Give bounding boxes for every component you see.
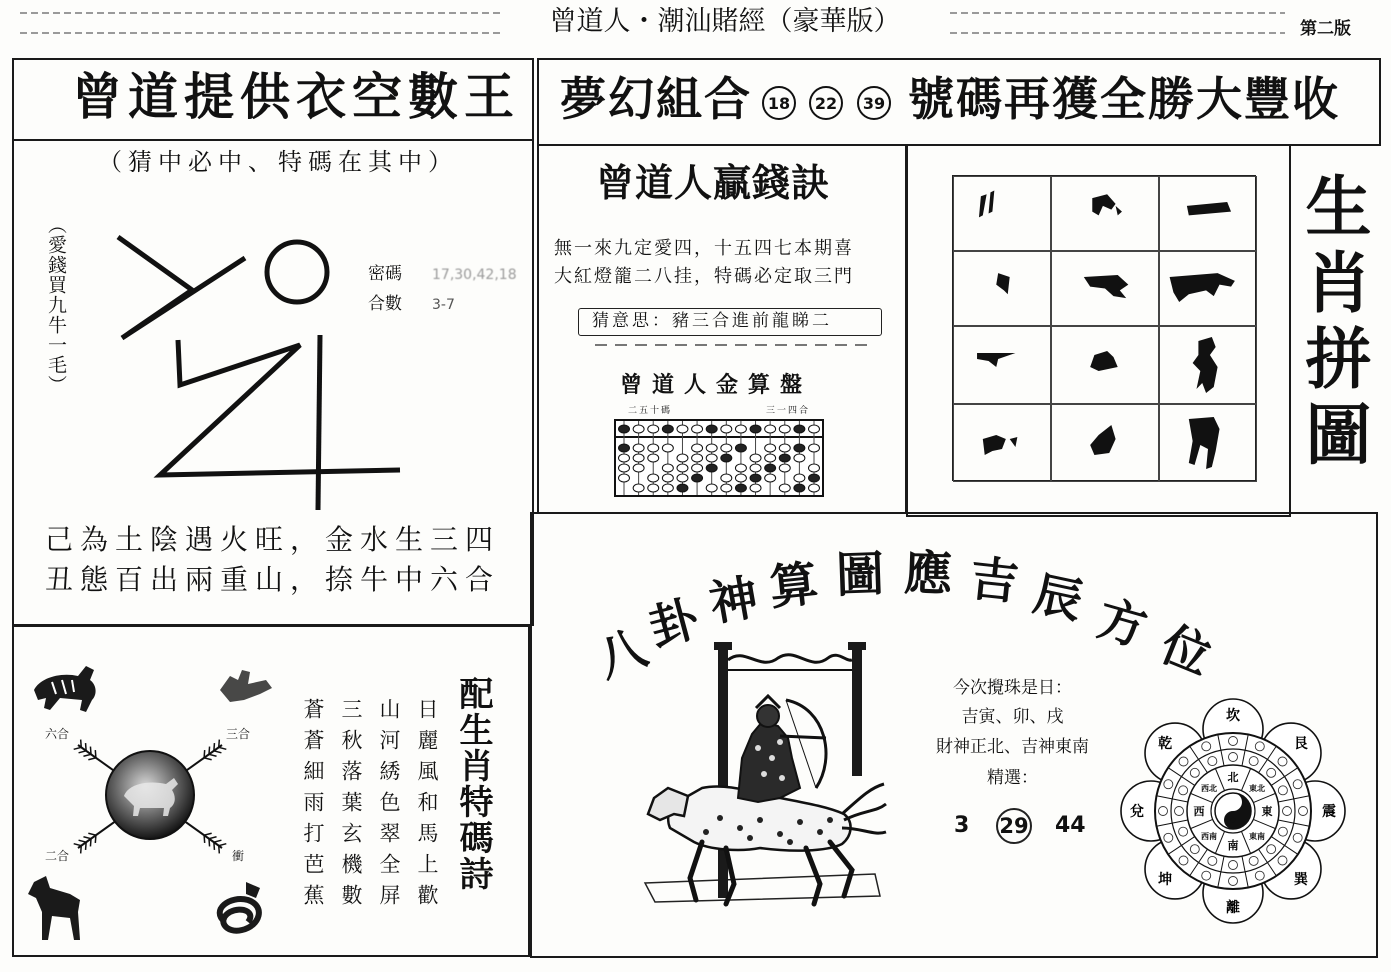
zodiac-silhouette-icon <box>1090 425 1115 455</box>
abacus-bead <box>779 444 790 452</box>
cipher-figure <box>100 225 410 525</box>
trigram-label: 坎 <box>1226 708 1240 724</box>
zodiac-tile <box>1159 326 1257 404</box>
zodiac-silhouette-icon <box>1090 351 1118 371</box>
abacus-bead <box>794 444 805 452</box>
abacus-bead <box>633 484 644 492</box>
trigram-label: 乾 <box>1158 736 1173 753</box>
abacus-bead <box>794 484 805 492</box>
zodiac-tile <box>1159 404 1257 482</box>
abacus-bead <box>750 454 761 462</box>
trigram-label: 艮 <box>1293 736 1308 753</box>
abacus-bead <box>735 474 746 482</box>
arrow-fletching <box>74 740 82 750</box>
direction-label: 西 <box>1193 805 1205 818</box>
rabbit-icon <box>220 670 272 702</box>
abacus-bead <box>619 425 630 433</box>
figure-vertical-stroke <box>318 335 320 510</box>
zodiac-poem-column: 三秋落葉玄機數 <box>339 698 363 915</box>
direction-label: 東北 <box>1249 783 1266 793</box>
bagua-title-char: 神 <box>705 569 763 633</box>
abacus-bead <box>765 425 776 433</box>
abacus-bead <box>648 454 659 462</box>
rider-head <box>757 705 779 727</box>
zodiac-tile <box>1051 176 1159 251</box>
zodiac-tile <box>1159 176 1257 251</box>
wealth-gods-direction: 財神正北、吉神東南 <box>936 737 1089 757</box>
picks-label: 精選： <box>987 768 1038 788</box>
abacus-bead <box>721 425 732 433</box>
figure-circle <box>267 242 327 302</box>
trigram-label: 兌 <box>1130 804 1144 820</box>
pick-number-highlight: 29 <box>996 808 1032 844</box>
right-post <box>852 646 862 776</box>
banner-suffix: 號碼再獲全勝大豐收 <box>908 72 1340 126</box>
label-two-harmony: 二合 <box>45 849 70 863</box>
side-note: （愛錢買九牛一毛） <box>45 215 67 395</box>
zodiac-silhouette-icon <box>1189 417 1220 469</box>
code-value: 17,30,42,18 <box>432 267 517 283</box>
label-three-harmony: 三合 <box>226 727 251 741</box>
figure-zigzag-upper <box>118 237 245 338</box>
zodiac-silhouette-icon <box>1170 273 1235 302</box>
abacus-bead <box>809 425 820 433</box>
bagua-title-char: 吉 <box>967 550 1021 612</box>
trigram-label: 巽 <box>1293 871 1308 888</box>
abacus-bead <box>633 444 644 452</box>
abacus-bead <box>677 425 688 433</box>
zodiac-silhouette-icon <box>1092 194 1122 215</box>
arrow-fletching <box>219 844 227 854</box>
zodiac-silhouette-icon <box>983 435 1018 455</box>
hint-underline <box>595 344 875 346</box>
abacus-bead <box>750 464 761 472</box>
hint-text: 猜意思：豬三合進前龍睇二 <box>592 311 832 331</box>
zodiac-poem-column: 蒼蒼細雨打芭蕉 <box>301 698 325 915</box>
horseman-illustration <box>630 638 890 933</box>
win-line: 大紅燈籠二八挂，特碼必定取三門 <box>554 266 854 287</box>
abacus-bead <box>648 444 659 452</box>
bagua-title-char: 圖 <box>835 546 885 604</box>
zodiac-tile <box>953 251 1051 326</box>
zodiac-tile <box>953 404 1051 482</box>
figure-zigzag-lower <box>160 340 400 475</box>
abacus-bead <box>735 464 746 472</box>
zodiac-silhouette-icon <box>996 273 1009 294</box>
left-poem-line: 丑態百出兩重山，捺牛中六合 <box>45 563 501 596</box>
abacus-bead <box>779 454 790 462</box>
edition-label: 第二版 <box>1300 19 1351 39</box>
win-panel-title: 曾道人贏錢訣 <box>596 161 831 205</box>
abacus-frame <box>615 420 823 496</box>
abacus-bead <box>662 484 673 492</box>
abacus-bead <box>619 474 630 482</box>
abacus-bead <box>706 454 717 462</box>
left-poem-line: 己為土陰遇火旺，金水生三四 <box>45 523 501 556</box>
zodiac-tile <box>953 326 1051 404</box>
zodiac-silhouette-icon <box>979 190 994 217</box>
direction-label: 西南 <box>1200 832 1217 842</box>
abacus-bead <box>692 425 703 433</box>
abacus-bead <box>662 474 673 482</box>
rider <box>738 722 800 802</box>
pick-number: 44 <box>1055 813 1086 838</box>
abacus-bead <box>662 444 673 452</box>
dog-icon <box>28 876 80 940</box>
zodiac-tile <box>953 176 1051 251</box>
arrow-fletching <box>219 740 227 750</box>
decorative-beam <box>728 655 852 663</box>
sum-value: 3-7 <box>432 297 455 313</box>
abacus-bead <box>633 454 644 462</box>
bagua-title-char: 算 <box>767 555 821 617</box>
trigram-label: 坤 <box>1158 871 1173 888</box>
pick-number: 3 <box>954 813 970 838</box>
abacus-bead <box>677 474 688 482</box>
abacus-bead <box>692 464 703 472</box>
bagua-title-char: 方 <box>1091 590 1153 658</box>
banner-prefix: 夢幻組合 <box>560 72 752 126</box>
abacus-bead <box>794 474 805 482</box>
zodiac-poem-title: 配生肖特碼詩 <box>453 676 493 892</box>
horse-legs <box>690 842 852 904</box>
abacus-bead <box>677 464 688 472</box>
abacus-bead <box>735 425 746 433</box>
abacus-bead <box>750 484 761 492</box>
zodiac-relations-diagram <box>20 650 310 950</box>
zodiac-silhouette-icon <box>977 353 1015 367</box>
direction-label: 東 <box>1261 805 1273 818</box>
abacus-bead <box>633 464 644 472</box>
left-panel-title: 曾道提供衣空數王 <box>72 67 520 126</box>
banner-number: 22 <box>809 86 843 120</box>
zodiac-silhouette-icon <box>1187 202 1231 215</box>
draw-day-label: 今次攪珠是日： <box>953 678 1072 698</box>
abacus-bead <box>619 444 630 452</box>
bagua-title-char: 應 <box>903 545 953 603</box>
abacus-title: 曾道人金算盤 <box>620 373 813 398</box>
abacus-bead <box>765 474 776 482</box>
zodiac-puzzle-title: 生肖拼圖 <box>1294 172 1372 476</box>
abacus-right-label: 三一四合 <box>766 406 811 416</box>
banner-number: 18 <box>762 86 796 120</box>
abacus-bead <box>779 425 790 433</box>
label-clash: 衝 <box>232 849 245 863</box>
abacus-bead <box>721 454 732 462</box>
direction-label: 東南 <box>1249 832 1266 842</box>
zodiac-silhouette-icon <box>1193 337 1218 393</box>
abacus-bead <box>794 454 805 462</box>
abacus-bead <box>692 444 703 452</box>
zodiac-tile <box>1051 251 1159 326</box>
trigram-label: 震 <box>1322 804 1336 820</box>
abacus-bead <box>750 425 761 433</box>
abacus-bead <box>648 484 659 492</box>
bagua-title-char: 八 <box>589 619 655 689</box>
page-title: 曾道人・潮汕賭經（豪華版） <box>549 6 901 37</box>
abacus <box>612 404 827 499</box>
horse-head <box>648 788 688 820</box>
abacus-bead <box>794 425 805 433</box>
left-panel-subtitle: （猜中必中、特碼在其中） <box>98 148 458 176</box>
abacus-bead <box>648 425 659 433</box>
lucky-branches: 吉寅、卯、戌 <box>961 707 1064 727</box>
abacus-bead <box>721 474 732 482</box>
abacus-bead <box>809 484 820 492</box>
left-title-divider <box>12 139 534 141</box>
abacus-bead <box>662 425 673 433</box>
direction-label: 北 <box>1227 771 1239 784</box>
abacus-bead <box>706 464 717 472</box>
bagua-title-char: 辰 <box>1028 565 1088 631</box>
abacus-bead <box>648 474 659 482</box>
abacus-bead <box>721 484 732 492</box>
abacus-bead <box>706 484 717 492</box>
banner-number: 39 <box>857 86 891 120</box>
abacus-left-label: 二五十碼 <box>628 406 673 416</box>
zodiac-tile <box>1159 251 1257 326</box>
win-line: 無一來九定愛四，十五四七本期喜 <box>554 238 854 259</box>
zodiac-tile <box>1051 326 1159 404</box>
abacus-bead <box>706 425 717 433</box>
code-label: 密碼 <box>368 264 402 284</box>
abacus-bead <box>765 464 776 472</box>
abacus-bead <box>765 454 776 462</box>
snake-icon <box>220 899 259 931</box>
bagua-title-char: 卦 <box>643 590 705 658</box>
header-rule <box>950 12 1285 14</box>
abacus-bead <box>677 454 688 462</box>
abacus-bead <box>721 444 732 452</box>
bagua-title-char: 位 <box>1153 616 1219 686</box>
abacus-bead <box>706 444 717 452</box>
zodiac-tile <box>1051 404 1159 482</box>
abacus-bead <box>779 464 790 472</box>
abacus-bead <box>809 444 820 452</box>
abacus-bead <box>662 464 673 472</box>
abacus-bead <box>765 444 776 452</box>
abacus-bead <box>779 484 790 492</box>
zodiac-poem-column: 山河綉色翠全屏 <box>377 698 401 915</box>
trigram-label: 離 <box>1226 900 1240 916</box>
header-rule <box>950 32 1285 34</box>
header-rule <box>20 12 500 14</box>
arrow-fletching <box>74 844 82 854</box>
header-rule <box>20 32 500 34</box>
abacus-bead <box>692 474 703 482</box>
abacus-bead <box>692 454 703 462</box>
label-six-harmony: 六合 <box>45 727 70 741</box>
zodiac-silhouette-icon <box>1084 275 1129 298</box>
zodiac-puzzle-grid <box>952 175 1256 481</box>
abacus-bead <box>809 474 820 482</box>
bagua-compass <box>1118 696 1348 926</box>
zodiac-poem-column: 日麗風和馬上歡 <box>415 698 439 915</box>
abacus-bead <box>735 444 746 452</box>
abacus-bead <box>677 484 688 492</box>
abacus-bead <box>619 464 630 472</box>
direction-label: 南 <box>1227 839 1239 852</box>
direction-label: 西北 <box>1200 783 1217 793</box>
abacus-bead <box>750 474 761 482</box>
sum-label: 合數 <box>368 294 402 314</box>
abacus-bead <box>735 484 746 492</box>
abacus-bead <box>633 425 644 433</box>
abacus-bead <box>619 454 630 462</box>
abacus-bead <box>809 464 820 472</box>
